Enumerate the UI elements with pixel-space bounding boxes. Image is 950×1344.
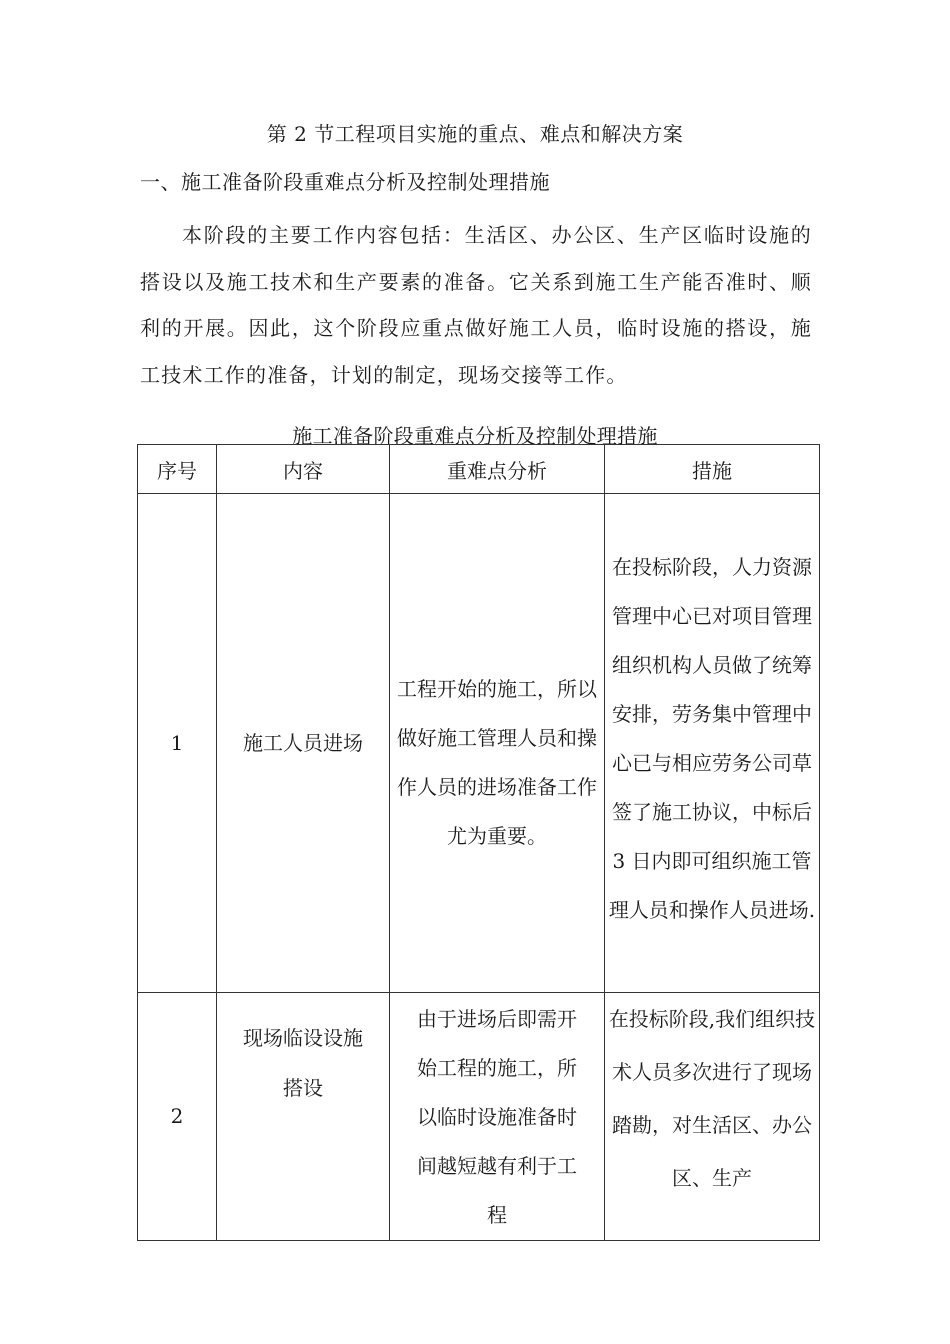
header-measure: 措施 [605, 445, 820, 494]
row-analysis: 工程开始的施工，所以做好施工管理人员和操作人员的进场准备工作尤为重要。 [397, 677, 597, 848]
cell-analysis [390, 494, 605, 993]
row-content: 现场临设设施搭设 [243, 1026, 363, 1100]
cell-content [217, 494, 390, 993]
row-measure: 在投标阶段,我们组织技术人员多次进行了现场踏勘，对生活区、办公区、生产 [608, 1007, 816, 1190]
row-content: 施工人员进场 [243, 730, 363, 755]
row-analysis: 由于进场后即需开始工程的施工，所以临时设施准备时间越短越有利于工程 [417, 1007, 577, 1227]
table-header-row [138, 445, 820, 494]
header-content: 内容 [217, 445, 390, 494]
table-row [138, 494, 820, 993]
header-analysis: 重难点分析 [390, 445, 605, 494]
cell-measure [605, 993, 820, 1241]
row-index: 1 [170, 730, 184, 755]
row-measure: 在投标阶段，人力资源管理中心已对项目管理组织机构人员做了统筹安排，劳务集中管理中心已与相应劳务公司草签了施工协议，中标后 3 日内即可组织施工管理人员和操作人员进场. [608, 555, 816, 922]
row-index: 2 [170, 1104, 184, 1128]
cell-analysis [390, 993, 605, 1241]
page-title: 第 2 节工程项目实施的重点、难点和解决方案 [266, 122, 684, 146]
table-caption: 施工准备阶段重难点分析及控制处理措施 [292, 424, 658, 448]
section-heading: 一、施工准备阶段重难点分析及控制处理措施 [140, 170, 550, 194]
header-index: 序号 [138, 445, 217, 494]
cell-content [217, 993, 390, 1241]
cell-measure [605, 494, 820, 993]
table-row [138, 993, 820, 1241]
measures-table [137, 444, 820, 1241]
body-paragraph: 本阶段的主要工作内容包括：生活区、办公区、生产区临时设施的搭设以及施工技术和生产要素的准备。它关系到施工生产能否准时、顺利的开展。因此，这个阶段应重点做好施工人员，临时设施的搭设，施工技术工作的准备，计划的制定，现场交接等工作。 [140, 223, 812, 387]
cell-index [138, 494, 217, 993]
cell-index [138, 993, 217, 1241]
